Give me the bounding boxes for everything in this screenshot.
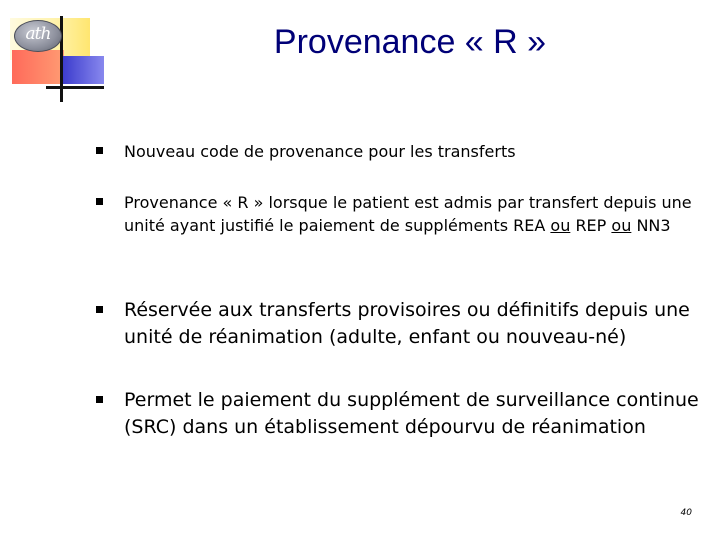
bullet-text: Nouveau code de provenance pour les transferts xyxy=(124,142,516,161)
logo-text: ath xyxy=(25,24,51,44)
slide-title: Provenance « R » xyxy=(273,23,547,61)
bullet-text: Permet le paiement du supplément de surveillance continue (SRC) dans un établissement dépourvu de réanimation xyxy=(124,389,699,438)
bullet-square-icon xyxy=(96,198,103,205)
rep-code: REP xyxy=(575,216,607,235)
underlined-or: ou xyxy=(550,216,571,235)
underlined-or: ou xyxy=(611,216,632,235)
bullet-text xyxy=(124,191,704,237)
nn3-code: NN3 xyxy=(636,216,671,235)
bullet-square-icon xyxy=(96,396,103,403)
page-number: 40 xyxy=(680,508,692,518)
bullet-square-icon xyxy=(96,306,103,313)
bullet-square-icon xyxy=(96,147,103,154)
bullet-text-main: Provenance « R » lorsque le patient est admis par transfert depuis une unité ayant justifié le paiement de suppléments REA xyxy=(124,193,692,235)
bullet-text: Réservée aux transferts provisoires ou définitifs depuis une unité de réanimation (adulte, enfant ou nouveau-né) xyxy=(124,299,690,348)
